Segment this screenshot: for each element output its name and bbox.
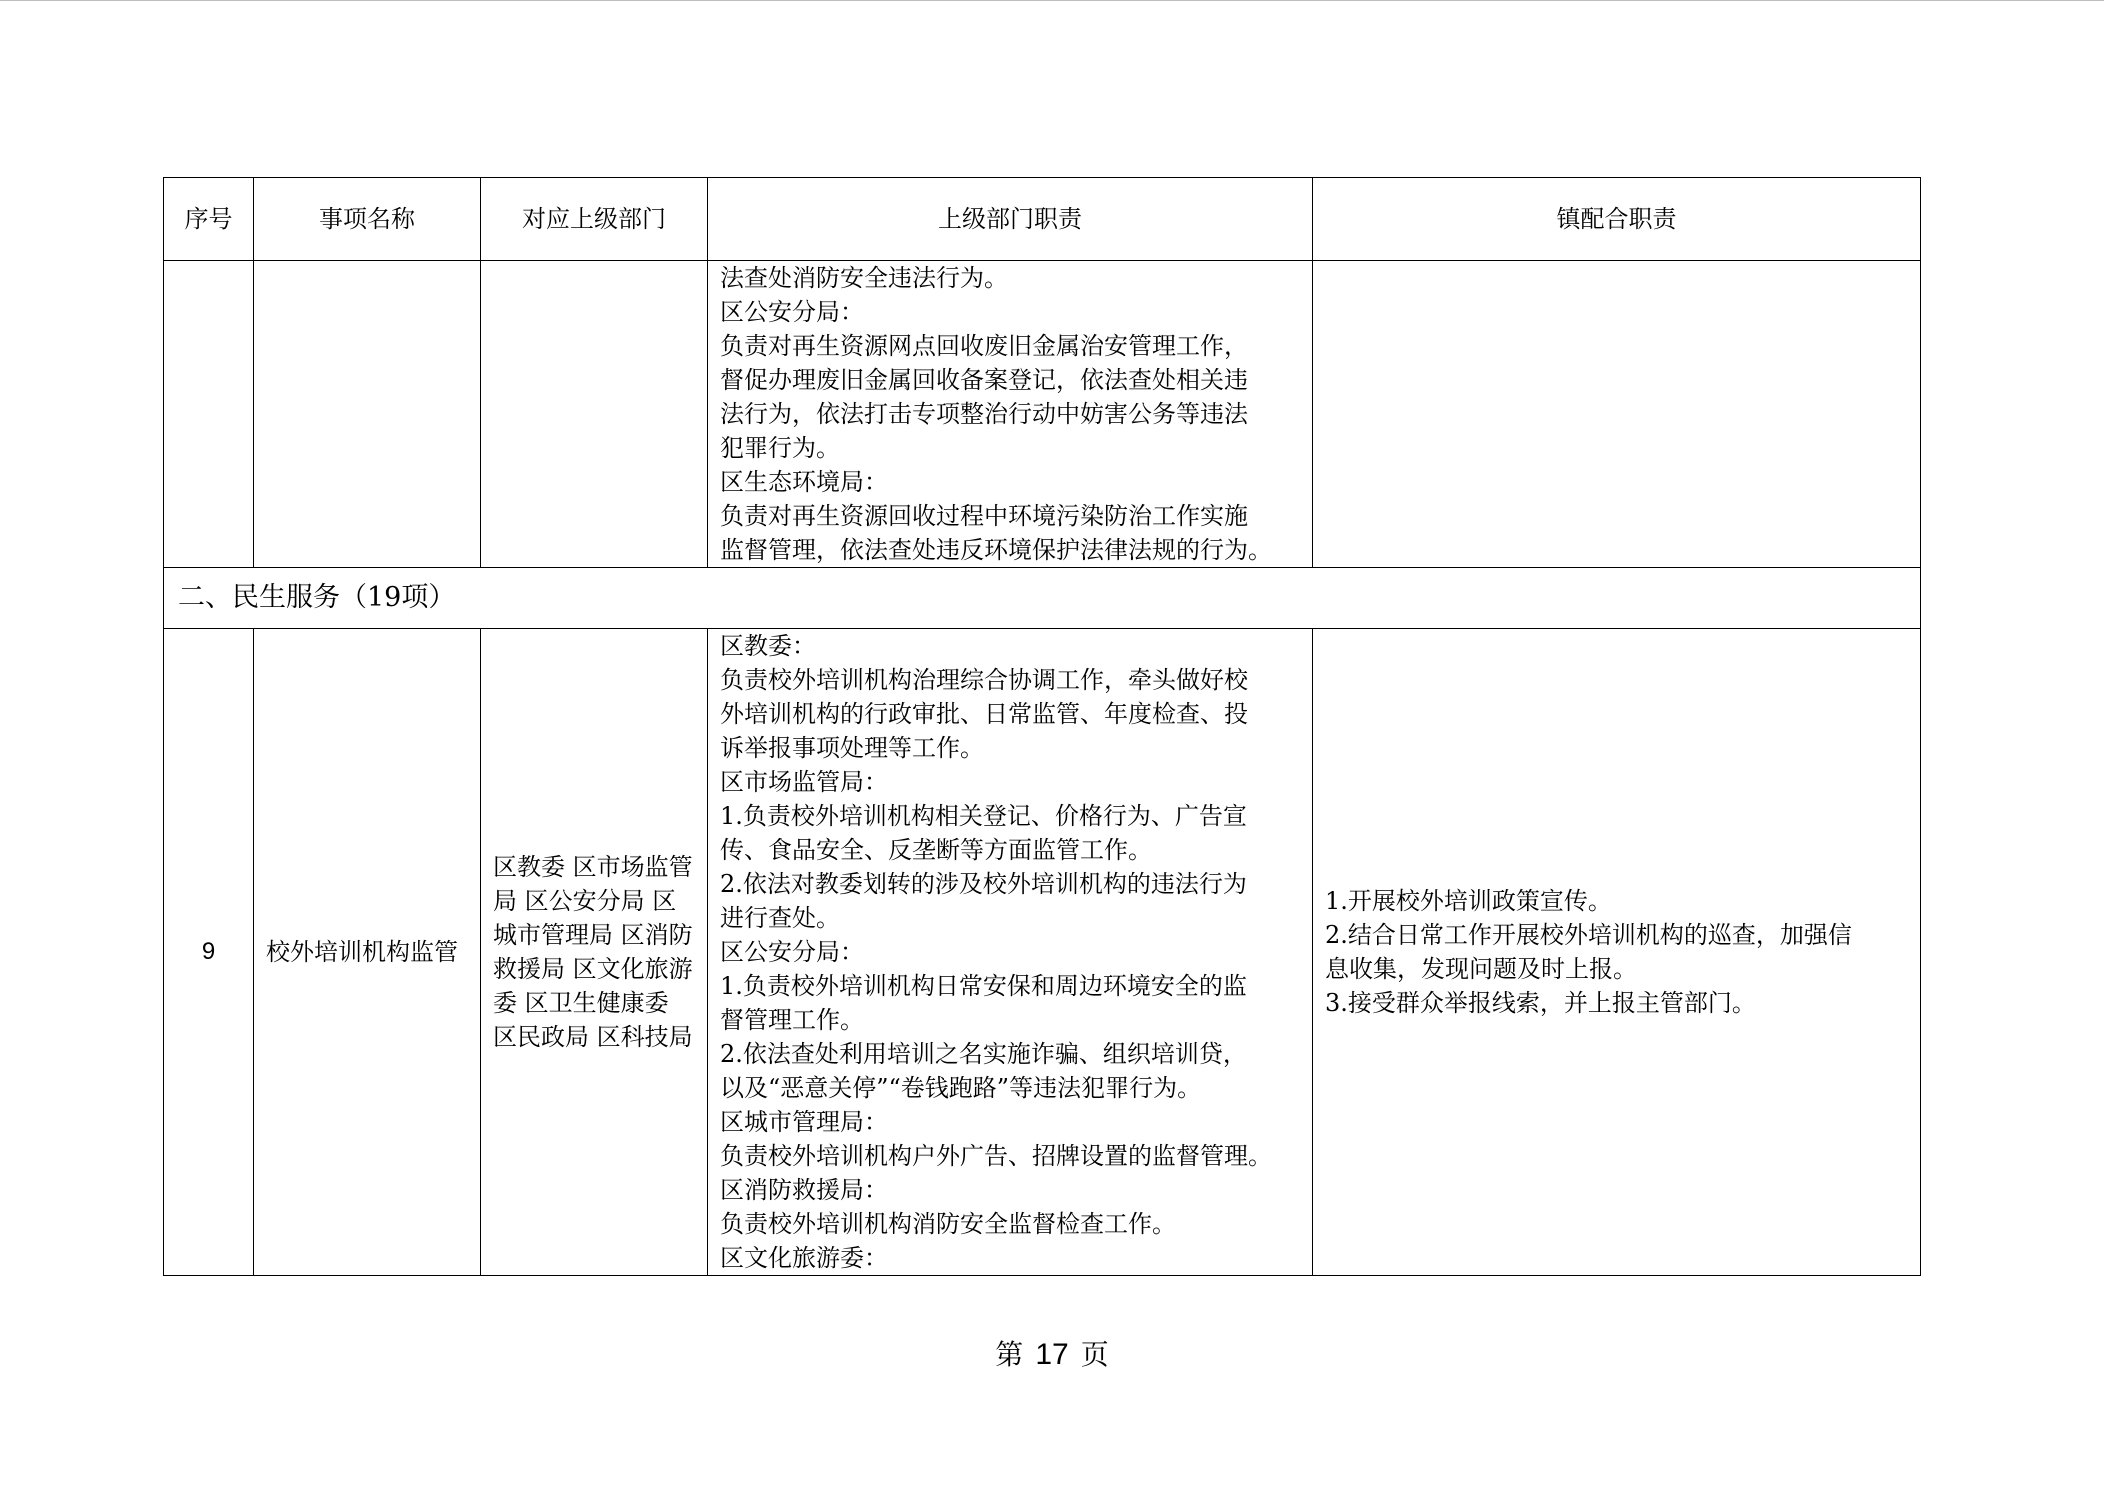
duty-line: 监督管理，依法查处违反环境保护法律法规的行为。 bbox=[720, 536, 1272, 564]
duty-line: 督管理工作。 bbox=[720, 1006, 864, 1034]
cell-town-duties bbox=[1313, 261, 1921, 568]
duty-line: 2.依法查处利用培训之名实施诈骗、组织培训贷， bbox=[720, 1040, 1247, 1068]
duty-line: 传、食品安全、反垄断等方面监管工作。 bbox=[720, 836, 1152, 864]
duty-line: 1.负责校外培训机构相关登记、价格行为、广告宣 bbox=[720, 802, 1247, 830]
town-duty-line: 2.结合日常工作开展校外培训机构的巡查，加强信 bbox=[1325, 921, 1852, 949]
duty-line: 区城市管理局： bbox=[720, 1108, 888, 1136]
duty-line: 诉举报事项处理等工作。 bbox=[720, 734, 984, 762]
page-number: 17 bbox=[1035, 1338, 1069, 1371]
header-index: 序号 bbox=[164, 178, 254, 261]
table-header-row bbox=[164, 178, 1921, 261]
cell-dept-duties bbox=[708, 629, 1313, 1276]
cell-departments: 区教委 区市场监管局 区公安分局 区城市管理局 区消防救援局 区文化旅游委 区卫生健康委 区民政局 区科技局 bbox=[481, 629, 708, 1276]
top-border-line bbox=[0, 0, 2104, 1]
duty-line: 区生态环境局： bbox=[720, 468, 888, 496]
cell-town-duties bbox=[1313, 629, 1921, 1276]
duty-line: 法查处消防安全违法行为。 bbox=[720, 264, 1008, 292]
duty-line: 督促办理废旧金属回收备案登记，依法查处相关违 bbox=[720, 366, 1248, 394]
header-departments: 对应上级部门 bbox=[481, 178, 708, 261]
duty-line: 法行为，依法打击专项整治行动中妨害公务等违法 bbox=[720, 400, 1248, 428]
cell-departments bbox=[481, 261, 708, 568]
page-prefix: 第 bbox=[995, 1338, 1024, 1371]
duty-line: 外培训机构的行政审批、日常监管、年度检查、投 bbox=[720, 700, 1248, 728]
duty-line: 区教委： bbox=[720, 632, 816, 660]
duty-line: 区文化旅游委： bbox=[720, 1244, 888, 1272]
duty-line: 负责校外培训机构消防安全监督检查工作。 bbox=[720, 1210, 1176, 1238]
header-town-duties: 镇配合职责 bbox=[1313, 178, 1921, 261]
duty-table bbox=[163, 177, 1921, 1276]
duty-line: 进行查处。 bbox=[720, 904, 840, 932]
town-duty-line: 3.接受群众举报线索，并上报主管部门。 bbox=[1325, 989, 1756, 1017]
cell-item-name: 校外培训机构监管 bbox=[254, 629, 481, 1276]
duty-line: 区公安分局： bbox=[720, 298, 864, 326]
header-dept-duties: 上级部门职责 bbox=[708, 178, 1313, 261]
duty-line: 负责对再生资源回收过程中环境污染防治工作实施 bbox=[720, 502, 1248, 530]
duty-line: 区公安分局： bbox=[720, 938, 864, 966]
duty-line: 负责校外培训机构治理综合协调工作，牵头做好校 bbox=[720, 666, 1248, 694]
duty-line: 区市场监管局： bbox=[720, 768, 888, 796]
duty-line: 负责对再生资源网点回收废旧金属治安管理工作， bbox=[720, 332, 1248, 360]
town-duty-line: 息收集，发现问题及时上报。 bbox=[1325, 955, 1637, 983]
header-item-name: 事项名称 bbox=[254, 178, 481, 261]
duty-line: 犯罪行为。 bbox=[720, 434, 840, 462]
town-duty-line: 1.开展校外培训政策宣传。 bbox=[1325, 887, 1612, 915]
duty-line: 2.依法对教委划转的涉及校外培训机构的违法行为 bbox=[720, 870, 1247, 898]
cell-index bbox=[164, 261, 254, 568]
table-row-item-9 bbox=[164, 629, 1921, 1276]
page-suffix: 页 bbox=[1080, 1338, 1109, 1371]
duty-line: 区消防救援局： bbox=[720, 1176, 888, 1204]
duty-line: 1.负责校外培训机构日常安保和周边环境安全的监 bbox=[720, 972, 1247, 1000]
page-footer bbox=[0, 1333, 2104, 1373]
duty-line: 负责校外培训机构户外广告、招牌设置的监督管理。 bbox=[720, 1142, 1272, 1170]
section-row bbox=[164, 568, 1921, 629]
table-row-continued bbox=[164, 261, 1921, 568]
section-title: 二、民生服务（19项） bbox=[164, 568, 1921, 629]
cell-item-name bbox=[254, 261, 481, 568]
duty-line: 以及“恶意关停”“卷钱跑路”等违法犯罪行为。 bbox=[720, 1074, 1202, 1102]
cell-index: 9 bbox=[164, 629, 254, 1276]
cell-dept-duties bbox=[708, 261, 1313, 568]
